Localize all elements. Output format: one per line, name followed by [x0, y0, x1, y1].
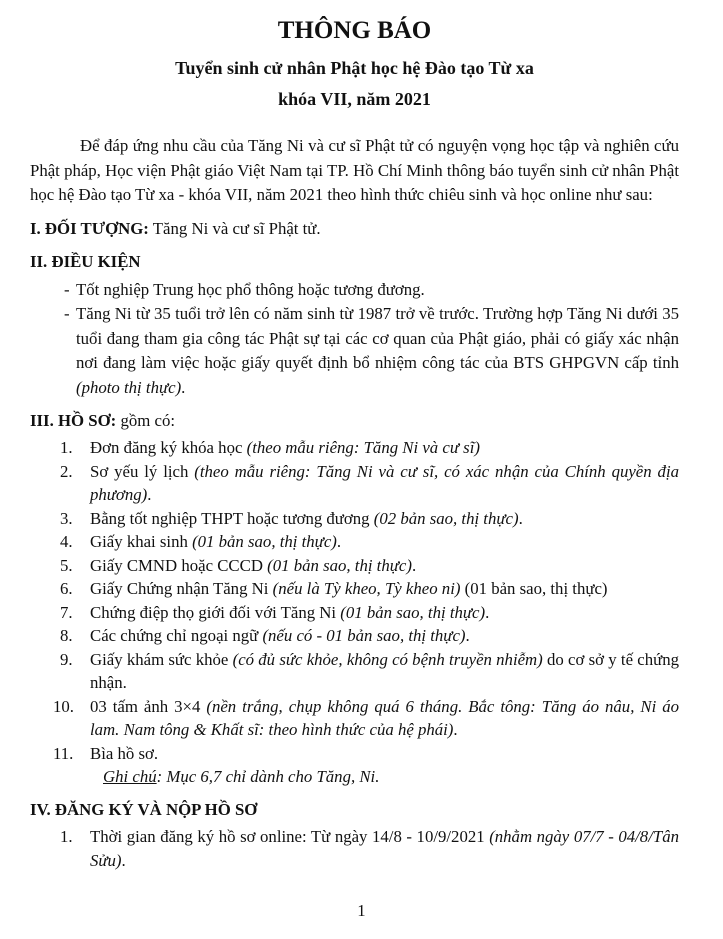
item-text: Đơn đăng ký khóa học: [90, 438, 247, 457]
section-eligibility-text: Tăng Ni và cư sĩ Phật tử.: [152, 218, 321, 238]
item-number: 3.: [60, 508, 73, 528]
item-after: .: [121, 850, 126, 870]
registration-list: [30, 825, 679, 872]
item-after: .: [411, 555, 417, 575]
list-item: - Tăng Ni từ 35 tuổi trở lên có năm sinh từ 1987 trở về trước. Trường hợp Tăng Ni dưới 35 tuổi đang tham gia công tác Phật sự tại các cơ quan của Phật giáo, phải có giấy xác nhận nơi đang làm việc hoặc giấy quyết định bổ nhiệm công tác của BTS GHPGVN cấp tỉnh (photo thị thực).: [64, 304, 679, 397]
item-number: 10.: [53, 696, 74, 716]
list-item: [60, 530, 679, 554]
condition-italic-note: (photo thị thực): [76, 377, 182, 397]
item-text: Thời gian đăng ký hồ sơ online: Từ ngày 14/8 - 10/9/2021: [90, 827, 490, 846]
item-text: Sơ yếu lý lịch: [90, 461, 195, 481]
item-italic: (01 bản sao, thị thực): [192, 532, 337, 551]
item-number: 2.: [60, 461, 73, 481]
item-after: .: [336, 532, 342, 551]
section-registration-heading: [30, 798, 679, 822]
list-item: [60, 554, 679, 578]
section-conditions-title: II. ĐIỀU KIỆN: [30, 251, 141, 271]
item-after: .: [147, 485, 152, 504]
section-conditions-heading: [30, 250, 679, 274]
item-after: .: [465, 626, 470, 645]
list-item: [60, 436, 679, 460]
item-text: Giấy Chứng nhận Tăng Ni: [90, 579, 273, 598]
section-documents: [30, 409, 679, 433]
conditions-list: [30, 278, 679, 401]
list-item: [53, 742, 679, 766]
item-italic: (nền trắng, chụp không quá 6 tháng. Bắc tông: Tăng áo nâu, Ni áo lam. Nam tông & Khất sĩ: theo hình thức của hệ phái): [90, 696, 679, 739]
list-item: [60, 460, 679, 507]
page-number: 1: [357, 901, 366, 920]
item-after: (01 bản sao, thị thực): [460, 579, 608, 598]
page-title: THÔNG BÁO: [277, 17, 432, 44]
list-item: [60, 648, 679, 695]
item-after: do cơ sở y tế chứng nhận.: [90, 649, 679, 692]
note-text: : Mục 6,7 chỉ dành cho Tăng, Ni.: [156, 767, 380, 786]
condition-end: .: [181, 377, 186, 397]
item-italic: (theo mẫu riêng: Tăng Ni và cư sĩ): [246, 438, 480, 457]
item-italic: (01 bản sao, thị thực): [267, 555, 412, 575]
condition-text: Tốt nghiệp Trung học phổ thông hoặc tương đương.: [76, 279, 425, 299]
item-number: 1.: [60, 438, 73, 457]
note: [103, 765, 679, 789]
intro-paragraph: Để đáp ứng nhu cầu của Tăng Ni và cư sĩ Phật tử có nguyện vọng học tập và nghiên cứu Phật pháp, Học viện Phật giáo Việt Nam tại TP. Hồ Chí Minh thông báo tuyển sinh cử nhân Phật học hệ Đào tạo Từ xa - khóa VII, năm 2021 theo hình thức chiêu sinh và học online như sau:: [30, 136, 679, 204]
page-subtitle: Tuyển sinh cử nhân Phật học hệ Đào tạo Từ xa: [175, 58, 534, 78]
item-number: 5.: [60, 555, 73, 575]
section-documents-heading-rest: gồm có:: [120, 411, 175, 430]
item-number: 4.: [60, 532, 73, 551]
item-italic: (nhằm ngày 07/7 - 04/8/Tân Sửu): [90, 827, 679, 870]
note-label: Ghi chú: [103, 767, 157, 786]
item-text: Giấy CMND hoặc CCCD: [90, 555, 268, 575]
section-documents-heading: III. HỒ SƠ:: [30, 411, 117, 430]
item-number: 7.: [60, 602, 73, 622]
item-italic: (02 bản sao, thị thực): [373, 508, 519, 528]
item-text: 03 tấm ảnh 3×4: [90, 696, 207, 716]
item-text: Giấy khám sức khỏe: [90, 649, 233, 669]
item-number: 9.: [60, 649, 73, 669]
list-item: [53, 695, 679, 742]
condition-text: Tăng Ni từ 35 tuổi trở lên có năm sinh từ 1987 trở về trước. Trường hợp Tăng Ni dưới 35 tuổi đang tham gia công tác Phật sự tại các cơ quan của Phật giáo, phải có giấy xác nhận nơi đang làm việc hoặc giấy quyết định bổ nhiệm công tác của BTS GHPGVN cấp tỉnh: [76, 304, 679, 372]
item-italic: (nếu là Tỳ kheo, Tỳ kheo ni): [272, 579, 461, 598]
list-item: [60, 577, 679, 601]
list-item: [60, 624, 679, 648]
item-text: Bằng tốt nghiệp THPT hoặc tương đương: [90, 508, 374, 528]
section-eligibility: [30, 217, 679, 241]
item-text: Chứng điệp thọ giới đối với Tăng Ni: [90, 602, 341, 622]
item-after: .: [453, 720, 458, 739]
list-item: - Tốt nghiệp Trung học phổ thông hoặc tương đương.: [64, 279, 425, 299]
item-text: Bìa hồ sơ.: [90, 743, 159, 763]
list-item: [60, 825, 679, 872]
item-text: Giấy khai sinh: [90, 532, 193, 551]
documents-list: [30, 436, 679, 765]
item-italic: (01 bản sao, thị thực): [340, 602, 486, 622]
item-italic: (có đủ sức khỏe, không có bệnh truyền nhiễm): [232, 649, 543, 669]
item-number: 6.: [60, 579, 73, 598]
item-after: .: [518, 508, 523, 528]
list-item: [60, 601, 679, 625]
item-after: .: [485, 602, 490, 622]
item-text: Các chứng chỉ ngoại ngữ: [90, 626, 263, 645]
item-number: 1.: [60, 827, 73, 846]
item-italic: (theo mẫu riêng: Tăng Ni và cư sĩ, có xác nhận của Chính quyền địa phương): [90, 461, 679, 504]
item-number: 11.: [53, 743, 74, 763]
section-eligibility-heading: I. ĐỐI TƯỢNG:: [30, 218, 149, 238]
item-italic: (nếu có - 01 bản sao, thị thực): [262, 626, 466, 645]
section-registration-title: IV. ĐĂNG KÝ VÀ NỘP HỒ SƠ: [30, 800, 258, 819]
page-subtitle-course: khóa VII, năm 2021: [278, 89, 431, 109]
list-item: [60, 507, 679, 531]
item-number: 8.: [60, 626, 73, 645]
